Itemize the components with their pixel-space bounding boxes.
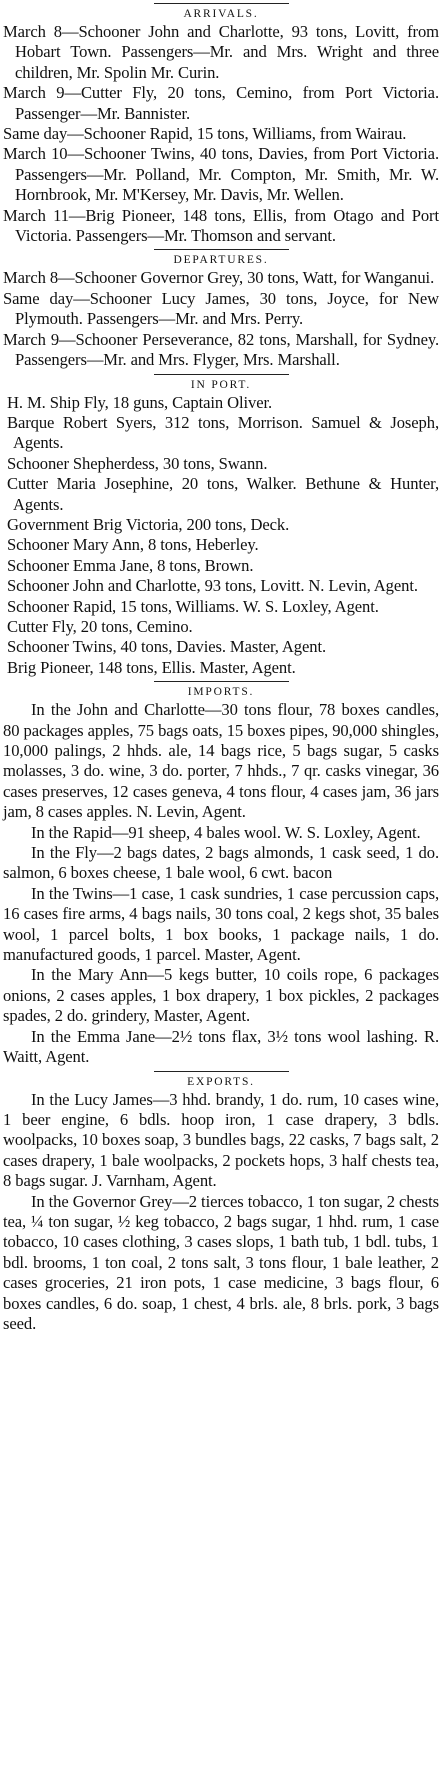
import-entry: In the Fly—2 bags dates, 2 bags almonds, 1 cask seed, 1 do. salmon, 6 boxes cheese, 1 bale wool, 6 cwt. bacon (3, 843, 439, 883)
arrival-entry: March 9—Cutter Fly, 20 tons, Cemino, from Port Victoria. Passenger—Mr. Bannister. (3, 83, 439, 123)
departure-entry: March 8—Schooner Governor Grey, 30 tons, Watt, for Wanganui. (3, 268, 435, 288)
import-entry: In the Emma Jane—2½ tons flax, 3½ tons wool lashing. R. Waitt, Agent. (3, 1026, 439, 1067)
in-port-entry: Cutter Maria Josephine, 20 tons, Walker. Bethune & Hunter, Agents. (7, 474, 439, 514)
in-port-entry: Schooner Emma Jane, 8 tons, Brown. (7, 555, 254, 575)
export-entry: In the Governor Grey—2 tierces tobacco, 1 ton sugar, 2 chests tea, ¼ ton sugar, ½ keg tobacco, 2 bags sugar, 1 hhd. rum, 1 case tobacco, 10 cases clothing, 3 cases slops, 1 bath tub, 1 bdl. tubs, 1 bdl. brooms, 1 ton coal, 2 tons salt, 3 tons flour, 1 bale leather, 2 cases groceries, 21 iron pots, 1 case medicine, 3 bags flour, 6 boxes candles, 6 do. soap, 1 chest, 4 brls. ale, 8 brls. pork, 3 bags seed. (3, 1191, 439, 1333)
in-port-entry: Brig Pioneer, 148 tons, Ellis. Master, Agent. (7, 657, 296, 677)
in-port-entry: Barque Robert Syers, 312 tons, Morrison. Samuel & Joseph, Agents. (7, 412, 439, 453)
exports-heading: EXPORTS. (187, 1075, 255, 1088)
section-rule (154, 374, 289, 375)
departure-entry: Same day—Schooner Lucy James, 30 tons, Joyce, for New Plymouth. Passengers—Mr. and Mrs. Perry. (3, 288, 439, 329)
in-port-entry: Government Brig Victoria, 200 tons, Deck. (7, 514, 290, 534)
departure-entry: March 9—Schooner Perseverance, 82 tons, Marshall, for Sydney. Passengers—Mr. and Mrs. Flyger, Mrs. Marshall. (3, 329, 439, 370)
in-port-entry: Schooner Mary Ann, 8 tons, Heberley. (7, 535, 259, 555)
in-port-entry: Schooner Twins, 40 tons, Davies. Master, Agent. (7, 637, 327, 657)
imports-heading: IMPORTS. (187, 686, 255, 699)
in-port-heading: IN PORT. (190, 378, 252, 391)
section-rule (154, 249, 289, 250)
arrival-entry: March 11—Brig Pioneer, 148 tons, Ellis, from Otago and Port Victoria. Passengers—Mr. Thomson and servant. (3, 205, 439, 246)
arrival-entry: Same day—Schooner Rapid, 15 tons, Williams, from Wairau. (3, 124, 407, 144)
arrival-entry: March 10—Schooner Twins, 40 tons, Davies, from Port Victoria. Passengers—Mr. Polland, Mr. Compton, Mr. Smith, Mr. W. Hornbrook, Mr. M'Kersey, Mr. Davis, Mr. Wellen. (3, 144, 439, 205)
section-rule (154, 3, 289, 4)
in-port-entry: Cutter Fly, 20 tons, Cemino. (7, 616, 193, 636)
arrival-entry: March 8—Schooner John and Charlotte, 93 tons, Lovitt, from Hobart Town. Passengers—Mr. and Mrs. Wright and three children, Mr. Spolin Mr. Curin. (3, 22, 439, 82)
import-entry: In the John and Charlotte—30 tons flour, 78 boxes candles, 80 packages apples, 75 bags oats, 15 boxes pipes, 90,000 shingles, 10,000 palings, 2 hhds. ale, 14 bags rice, 5 bags sugar, 5 casks molasses, 3 do. wine, 3 do. porter, 7 hhds., 7 qr. casks vinegar, 36 cases preserves, 12 cases geneva, 4 tons flour, 4 cases jam, 36 jars jam, 8 cases apples. N. Levin, Agent. (3, 700, 439, 822)
in-port-entry: H. M. Ship Fly, 18 guns, Captain Oliver. (7, 392, 273, 412)
in-port-entry: Schooner John and Charlotte, 93 tons, Lovitt. N. Levin, Agent. (7, 576, 418, 596)
departures-heading: DEPARTURES. (173, 254, 269, 267)
in-port-entry: Schooner Rapid, 15 tons, Williams. W. S. Loxley, Agent. (7, 596, 379, 616)
arrivals-heading: ARRIVALS. (183, 8, 259, 20)
import-entry: In the Rapid—91 sheep, 4 bales wool. W. S. Loxley, Agent. (31, 822, 421, 842)
import-entry: In the Twins—1 case, 1 cask sundries, 1 case percussion caps, 16 cases fire arms, 4 bags nails, 30 tons coal, 2 kegs shot, 35 bales wool, 1 parcel bolts, 1 box books, 1 package nails, 1 do. manufactured goods, 1 parcel. Master, Agent. (3, 883, 439, 965)
import-entry: In the Mary Ann—5 kegs butter, 10 coils rope, 6 packages onions, 2 cases apples, 1 box drapery, 1 box pickles, 2 packages spades, 2 do. grindery, Master, Agent. (3, 965, 439, 1026)
export-entry: In the Lucy James—3 hhd. brandy, 1 do. rum, 10 cases wine, 1 beer engine, 6 bdls. hoop iron, 1 case drapery, 3 bdls. woolpacks, 10 boxes soap, 3 bundles bags, 22 casks, 7 bags salt, 2 cases drapery, 1 bale woolpacks, 2 pockets hops, 3 half chests tea, 8 bags sugar. J. Varnham, Agent. (3, 1089, 439, 1191)
section-rule (154, 1071, 289, 1072)
in-port-entry: Schooner Shepherdess, 30 tons, Swann. (7, 453, 268, 473)
section-rule (154, 681, 289, 682)
